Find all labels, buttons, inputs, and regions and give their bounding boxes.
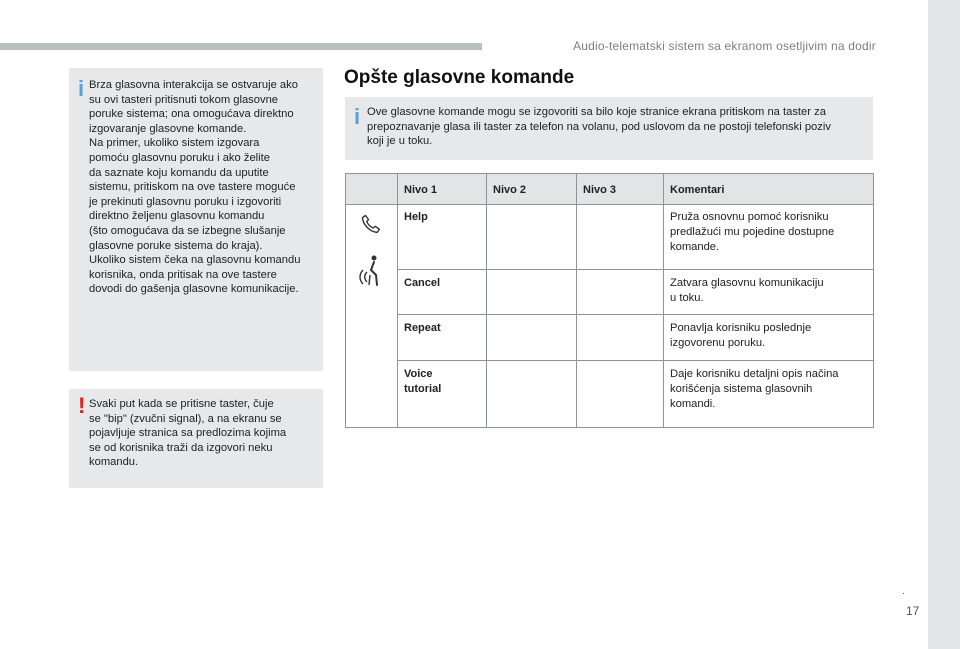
warning-icon: !	[78, 393, 86, 418]
command-cancel: Cancel	[404, 277, 441, 289]
command-help: Help	[404, 211, 428, 223]
column-divider	[397, 174, 398, 427]
info-box-quick-interaction	[69, 68, 323, 371]
section-title: Opšte glasovne komande	[344, 67, 575, 88]
column-divider	[576, 174, 577, 427]
comment-repeat: Ponavlja korisniku poslednje izgovorenu poruku.	[670, 322, 812, 349]
info-box-text: Ove glasovne komande mogu se izgovoriti sa bilo koje stranice ekrana pritiskom na taster za prepoznavanje glasa ili taster za telefon na volanu, pod uslovom da ne postoji telefonski poziv koji je u toku.	[367, 106, 831, 148]
header-level-2: Nivo 2	[493, 184, 527, 196]
voice-command-icon	[358, 254, 384, 293]
table-header-row	[346, 174, 873, 205]
comment-help: Pruža osnovnu pomoć korisniku predlažući mu pojedine dostupne komande.	[670, 211, 835, 253]
info-box-text: Brza glasovna interakcija se ostvaruje ako su ovi tasteri pritisnuti tokom glasovne poruke sistema; ona omogućava direktno izgovaranje glasovne komande. Na primer, ukoliko sistem izgovara pomoću glasovnu poruku i ako želite da saznate koju komandu da uputite sistemu, pritiskom na ove tastere moguće je prekinuti glasovnu poruku i izgovoriti direktno željenu glasovnu komandu (što omogućava da se izbegne slušanje glasovne poruke sistema do kraja). Ukoliko sistem čeka na glasovnu komandu korisnika, onda pritisak na ove tastere dovodi do gašenja glasovne komunikacije.	[89, 79, 301, 296]
page-header-title: Audio-telematski sistem sa ekranom osetljivim na dodir	[573, 39, 876, 53]
header-comments: Komentari	[670, 184, 725, 196]
header-rule	[0, 43, 482, 50]
voice-commands-table	[345, 173, 874, 428]
phone-icon	[359, 212, 383, 241]
row-divider	[397, 314, 873, 315]
header-level-1: Nivo 1	[404, 184, 438, 196]
info-icon: i	[354, 104, 361, 129]
page-edge-band	[928, 0, 960, 649]
info-icon: i	[78, 76, 85, 101]
column-divider	[663, 174, 664, 427]
row-divider	[397, 269, 873, 270]
info-box-general-commands	[345, 97, 873, 160]
warning-box	[69, 389, 323, 488]
comment-voice-tutorial: Daje korisniku detaljni opis načina korišćenja sistema glasovnih komandi.	[670, 368, 839, 410]
row-divider	[397, 360, 873, 361]
page-number: 17	[906, 604, 920, 618]
page-dot: .	[902, 586, 905, 597]
command-repeat: Repeat	[404, 322, 441, 334]
warning-box-text: Svaki put kada se pritisne taster, čuje se "bip" (zvučni signal), a na ekranu se pojavljuje stranica sa predlozima kojima se od korisnika traži da izgovori neku komandu.	[89, 398, 287, 469]
column-divider	[486, 174, 487, 427]
command-voice-tutorial: Voice tutorial	[404, 368, 442, 395]
header-level-3: Nivo 3	[583, 184, 617, 196]
comment-cancel: Zatvara glasovnu komunikaciju u toku.	[670, 277, 824, 304]
